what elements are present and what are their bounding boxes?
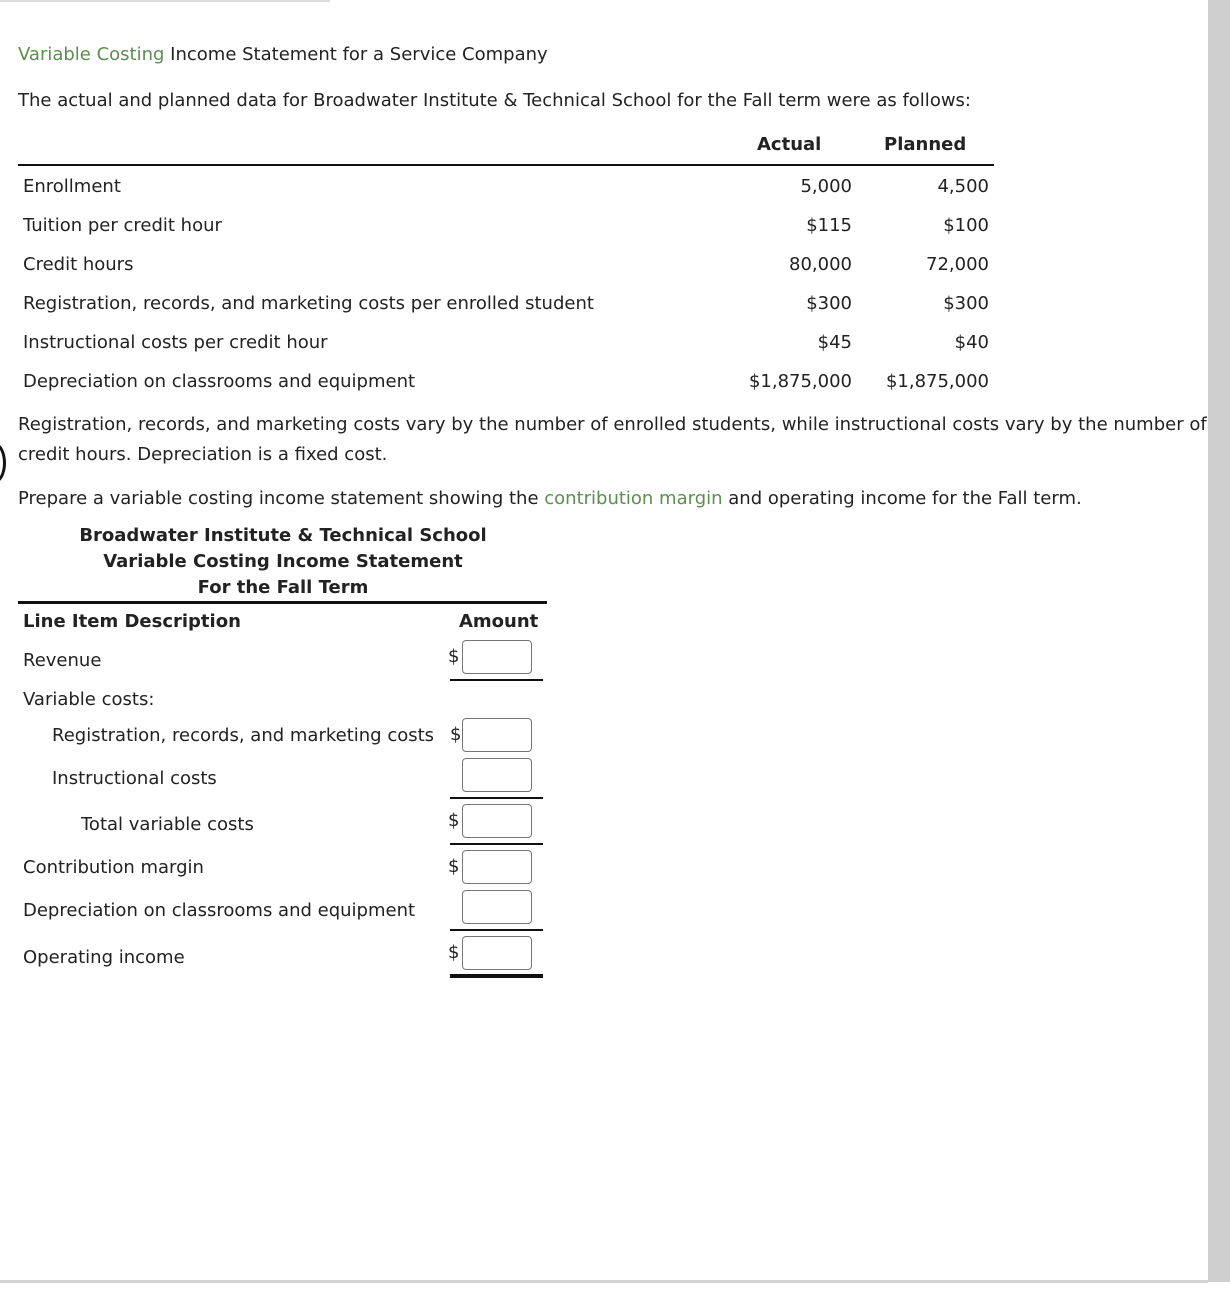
row-label: Depreciation on classrooms and equipment	[23, 371, 416, 392]
contribution-margin-input[interactable]	[462, 850, 532, 884]
revenue-rule	[450, 679, 543, 681]
depreciation-input[interactable]	[462, 890, 532, 924]
depreciation-label: Depreciation on classrooms and equipment	[23, 900, 416, 921]
edge-arc-decoration	[0, 443, 6, 483]
total-variable-rule	[450, 843, 543, 845]
instructional-rule	[450, 797, 543, 799]
total-variable-currency: $	[448, 810, 460, 831]
row-planned: $100	[943, 215, 989, 236]
contribution-currency: $	[448, 856, 460, 877]
row-planned: 4,500	[937, 176, 989, 197]
row-actual: $1,875,000	[748, 371, 852, 392]
top-divider	[0, 0, 330, 2]
row-actual: $115	[806, 215, 852, 236]
vertical-scrollbar[interactable]	[1208, 0, 1230, 1282]
row-planned: 72,000	[926, 254, 989, 275]
operating-income-double-rule	[450, 974, 543, 978]
statement-company: Broadwater Institute & Technical School	[79, 525, 487, 546]
operating-income-input[interactable]	[462, 936, 532, 970]
prepare-instruction	[18, 488, 1082, 509]
contribution-margin-label: Contribution margin	[23, 857, 204, 878]
registration-costs-input[interactable]	[462, 718, 532, 752]
col-actual-header: Actual	[757, 134, 822, 155]
cost-behavior-note: Registration, records, and marketing costs vary by the number of enrolled students, while instructional costs vary by the number of credit hours. Depreciation is a fixed cost.	[18, 414, 1207, 465]
contribution-margin-link[interactable]: contribution margin	[544, 488, 723, 509]
row-actual: 5,000	[800, 176, 852, 197]
title-rest: Income Statement for a Service Company	[164, 44, 548, 65]
row-label: Tuition per credit hour	[23, 215, 222, 236]
row-label: Enrollment	[23, 176, 121, 197]
instructional-costs-input[interactable]	[462, 758, 532, 792]
col-amount-header: Amount	[459, 611, 539, 632]
variable-costing-link[interactable]: Variable Costing	[18, 44, 165, 65]
col-planned-header: Planned	[884, 134, 967, 155]
row-actual: $45	[817, 332, 852, 353]
depreciation-rule	[450, 929, 543, 931]
row-label: Registration, records, and marketing costs per enrolled student	[23, 293, 594, 314]
statement-name: Variable Costing Income Statement	[103, 551, 463, 572]
prepare-text-before: Prepare a variable costing income statement showing the	[18, 488, 545, 509]
prepare-text-after: and operating income for the Fall term.	[722, 488, 1082, 509]
col-description-header: Line Item Description	[23, 611, 241, 632]
statement-period: For the Fall Term	[197, 577, 369, 598]
row-planned: $1,875,000	[885, 371, 989, 392]
statement-header-rule	[18, 601, 547, 604]
registration-costs-label: Registration, records, and marketing costs	[52, 725, 435, 746]
instructional-costs-label: Instructional costs	[52, 768, 217, 789]
bottom-divider	[0, 1280, 1208, 1283]
table-header-rule	[18, 164, 994, 166]
revenue-currency: $	[448, 646, 460, 667]
operating-income-label: Operating income	[23, 947, 185, 968]
row-label: Credit hours	[23, 254, 134, 275]
revenue-label: Revenue	[23, 650, 102, 671]
row-planned: $40	[954, 332, 989, 353]
row-actual: $300	[806, 293, 852, 314]
variable-costs-label: Variable costs:	[23, 689, 155, 710]
row-label: Instructional costs per credit hour	[23, 332, 328, 353]
intro-text: The actual and planned data for Broadwater Institute & Technical School for the Fall term were as follows:	[18, 90, 971, 111]
registration-currency: $	[450, 724, 462, 745]
row-actual: 80,000	[789, 254, 852, 275]
page-title	[18, 44, 548, 65]
row-planned: $300	[943, 293, 989, 314]
total-variable-costs-label: Total variable costs	[81, 814, 254, 835]
revenue-input[interactable]	[462, 640, 532, 674]
total-variable-costs-input[interactable]	[462, 804, 532, 838]
operating-income-currency: $	[448, 942, 460, 963]
